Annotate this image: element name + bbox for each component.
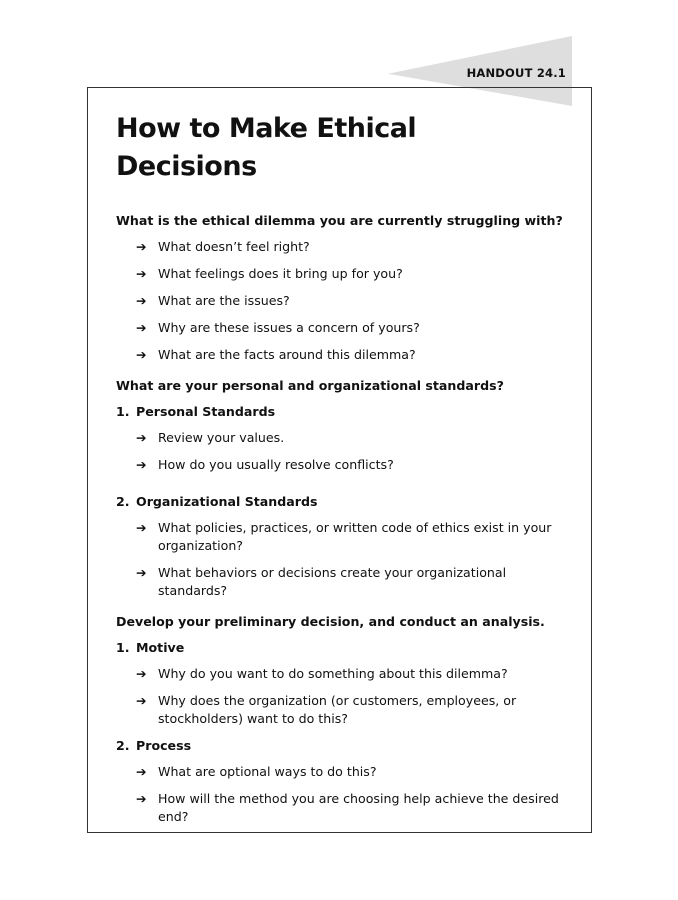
dilemma-list: [116, 238, 564, 364]
handout-content: [116, 110, 564, 835]
motive-heading: 1. Motive: [116, 640, 185, 655]
list-item: ➔ Why are these issues a concern of yours?: [136, 320, 420, 335]
arrow-right-icon: ➔: [136, 293, 147, 308]
list-item: ➔ Review your values.: [136, 430, 285, 445]
list-item: ➔ What are the facts around this dilemma?: [136, 347, 416, 362]
page-title: How to Make Ethical Decisions: [116, 113, 417, 182]
list-item: ➔ What are optional ways to do this?: [136, 764, 377, 779]
arrow-right-icon: ➔: [136, 666, 147, 681]
personal-standards-list: [116, 429, 564, 474]
arrow-right-icon: ➔: [136, 520, 147, 535]
arrow-right-icon: ➔: [136, 266, 147, 281]
dilemma-heading: What is the ethical dilemma you are currently struggling with?: [116, 213, 563, 228]
arrow-right-icon: ➔: [136, 764, 147, 779]
list-item: ➔ What behaviors or decisions create your organizational standards?: [136, 565, 507, 598]
arrow-right-icon: ➔: [136, 239, 147, 254]
arrow-right-icon: ➔: [136, 320, 147, 335]
motive-list: [116, 665, 564, 728]
process-list: [116, 763, 564, 826]
standards-heading: What are your personal and organizational standards?: [116, 378, 504, 393]
organizational-standards-list: [116, 519, 564, 600]
arrow-right-icon: ➔: [136, 565, 147, 580]
arrow-right-icon: ➔: [136, 347, 147, 362]
list-item: ➔ What are the issues?: [136, 293, 290, 308]
arrow-right-icon: ➔: [136, 430, 147, 445]
arrow-right-icon: ➔: [136, 457, 147, 472]
analysis-heading: Develop your preliminary decision, and conduct an analysis.: [116, 614, 545, 629]
list-item: ➔ What doesn’t feel right?: [136, 239, 310, 254]
process-heading: 2. Process: [116, 738, 192, 753]
arrow-right-icon: ➔: [136, 693, 147, 708]
list-item: ➔ What policies, practices, or written code of ethics exist in your organization?: [136, 520, 552, 553]
organizational-standards-heading: 2. Organizational Standards: [116, 494, 318, 509]
handout-label: HANDOUT 24.1: [466, 66, 566, 80]
list-item: ➔ What feelings does it bring up for you?: [136, 266, 403, 281]
arrow-right-icon: ➔: [136, 791, 147, 806]
personal-standards-heading: 1. Personal Standards: [116, 404, 276, 419]
list-item: ➔ Why do you want to do something about this dilemma?: [136, 666, 508, 681]
list-item: ➔ How will the method you are choosing help achieve the desired end?: [136, 791, 559, 824]
list-item: ➔ Why does the organization (or customers, employees, or stockholders) want to do this?: [136, 693, 517, 726]
list-item: ➔ How do you usually resolve conflicts?: [136, 457, 394, 472]
